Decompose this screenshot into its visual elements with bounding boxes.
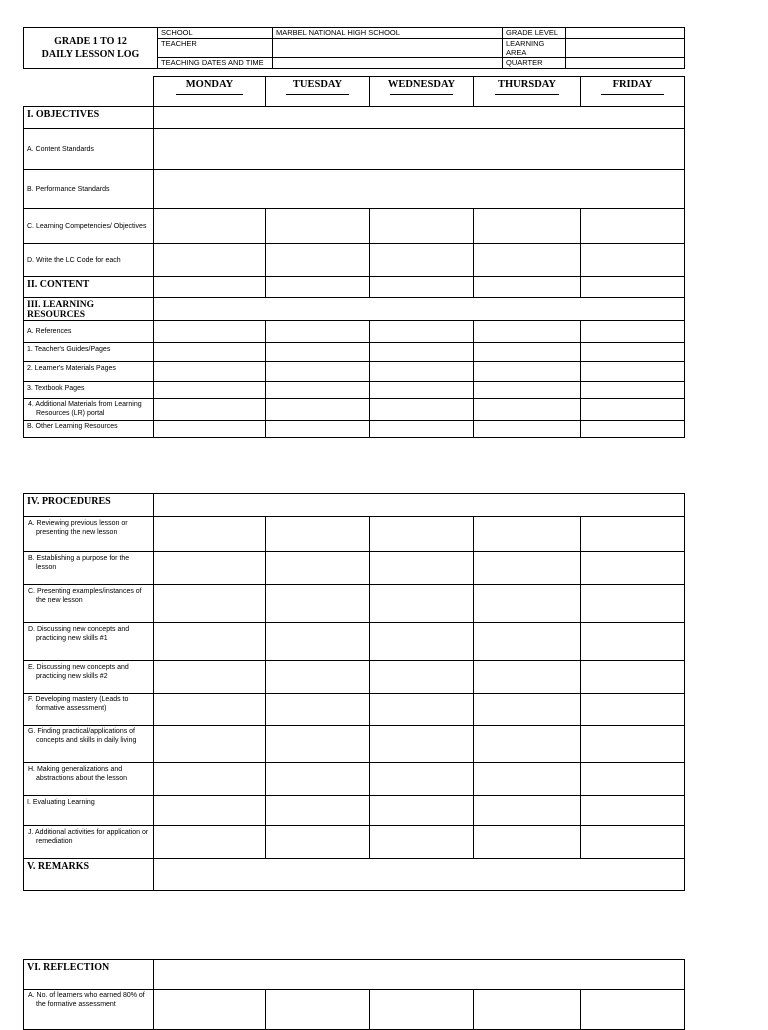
log-title (24, 28, 158, 69)
row-label-developing-mastery: F. Developing mastery (Leads to formative assessment) (24, 694, 154, 726)
header-table (23, 27, 685, 69)
cell[interactable] (154, 277, 266, 298)
row-label-discussing-concepts-1: D. Discussing new concepts and practicing new skills #1 (24, 623, 154, 661)
learning-area-field[interactable] (566, 39, 685, 58)
cell[interactable] (474, 661, 581, 694)
cell[interactable] (370, 552, 474, 585)
row-label-discussing-concepts-2: E. Discussing new concepts and practicing new skills #2 (24, 661, 154, 694)
cell[interactable] (581, 399, 685, 421)
cell[interactable] (474, 826, 581, 859)
cell[interactable] (581, 623, 685, 661)
procedures-table (23, 493, 685, 891)
learning-area-label: LEARNING AREA (503, 39, 566, 58)
teacher-label: TEACHER (158, 39, 273, 58)
cell[interactable] (154, 585, 266, 623)
cell[interactable] (474, 209, 581, 244)
row-label-evaluating-learning: I. Evaluating Learning (24, 796, 154, 826)
cell[interactable] (154, 343, 266, 362)
cell[interactable] (474, 623, 581, 661)
cell[interactable] (370, 277, 474, 298)
cell[interactable] (154, 826, 266, 859)
procedures-merged-cell[interactable] (154, 494, 685, 517)
cell[interactable] (581, 244, 685, 277)
cell[interactable] (474, 552, 581, 585)
teacher-field[interactable] (273, 39, 503, 58)
section-learning-resources: III. LEARNING RESOURCES (24, 298, 154, 321)
cell[interactable] (154, 661, 266, 694)
quarter-label: QUARTER (503, 58, 566, 69)
cell[interactable] (154, 362, 266, 382)
day-header-tuesday (266, 77, 370, 107)
resources-merged-cell[interactable] (154, 298, 685, 321)
cell[interactable] (266, 209, 370, 244)
cell[interactable] (266, 585, 370, 623)
objectives-resources-table (23, 76, 685, 438)
cell[interactable] (370, 517, 474, 552)
cell[interactable] (154, 399, 266, 421)
row-label-textbook-pages: 3. Textbook Pages (24, 382, 154, 399)
day-name: FRIDAY (612, 79, 653, 90)
cell[interactable] (154, 517, 266, 552)
cell[interactable] (370, 209, 474, 244)
performance-standards-cell[interactable] (154, 170, 685, 209)
reflection-merged-cell[interactable] (154, 960, 685, 990)
cell[interactable] (474, 517, 581, 552)
cell[interactable] (154, 421, 266, 438)
cell[interactable] (266, 321, 370, 343)
row-label-learners-80-percent: A. No. of learners who earned 80% of the formative assessment (24, 990, 154, 1030)
day-name: THURSDAY (498, 79, 556, 90)
title-line1: GRADE 1 TO 12 (54, 36, 127, 47)
cell[interactable] (581, 421, 685, 438)
day-header-thursday (474, 77, 581, 107)
row-label-performance-standards: B. Performance Standards (24, 170, 154, 209)
row-label-additional-materials: 4. Additional Materials from Learning Resources (LR) portal (24, 399, 154, 421)
cell[interactable] (581, 517, 685, 552)
cell[interactable] (370, 694, 474, 726)
cell[interactable] (266, 661, 370, 694)
cell[interactable] (154, 209, 266, 244)
cell[interactable] (474, 244, 581, 277)
day-name: MONDAY (185, 79, 234, 90)
cell[interactable] (266, 623, 370, 661)
cell[interactable] (370, 623, 474, 661)
cell[interactable] (266, 796, 370, 826)
day-header-wednesday (370, 77, 474, 107)
cell[interactable] (370, 726, 474, 763)
cell[interactable] (474, 726, 581, 763)
cell[interactable] (370, 382, 474, 399)
cell[interactable] (370, 763, 474, 796)
corner-blank (24, 77, 154, 107)
cell[interactable] (581, 661, 685, 694)
day-name: WEDNESDAY (387, 79, 456, 90)
cell[interactable] (581, 343, 685, 362)
cell[interactable] (474, 763, 581, 796)
row-label-learners-materials: 2. Learner's Materials Pages (24, 362, 154, 382)
cell[interactable] (474, 585, 581, 623)
row-label-establishing-purpose: B. Establishing a purpose for the lesson (24, 552, 154, 585)
section-procedures: IV. PROCEDURES (24, 494, 154, 517)
section-remarks: V. REMARKS (24, 859, 154, 891)
row-label-generalizations: H. Making generalizations and abstractions about the lesson (24, 763, 154, 796)
cell[interactable] (581, 763, 685, 796)
cell[interactable] (154, 694, 266, 726)
cell[interactable] (266, 244, 370, 277)
cell[interactable] (474, 362, 581, 382)
cell[interactable] (474, 694, 581, 726)
cell[interactable] (581, 585, 685, 623)
cell[interactable] (370, 661, 474, 694)
content-standards-cell[interactable] (154, 129, 685, 170)
cell[interactable] (370, 421, 474, 438)
school-label: SCHOOL (158, 28, 273, 39)
cell[interactable] (370, 585, 474, 623)
cell[interactable] (370, 399, 474, 421)
row-label-finding-applications: G. Finding practical/applications of concepts and skills in daily living (24, 726, 154, 763)
cell[interactable] (154, 763, 266, 796)
grade-level-field[interactable] (566, 28, 685, 39)
objectives-merged-cell[interactable] (154, 107, 685, 129)
school-field[interactable]: MARBEL NATIONAL HIGH SCHOOL (273, 28, 503, 39)
cell[interactable] (266, 763, 370, 796)
cell[interactable] (474, 277, 581, 298)
reflection-table (23, 959, 685, 1030)
cell[interactable] (266, 343, 370, 362)
row-label-lc-code: D. Write the LC Code for each (24, 244, 154, 277)
cell[interactable] (474, 796, 581, 826)
section-content: II. CONTENT (24, 277, 154, 298)
cell[interactable] (581, 796, 685, 826)
grade-level-label: GRADE LEVEL (503, 28, 566, 39)
cell[interactable] (474, 399, 581, 421)
cell[interactable] (474, 382, 581, 399)
row-label-other-resources: B. Other Learning Resources (24, 421, 154, 438)
cell[interactable] (581, 277, 685, 298)
quarter-field[interactable] (566, 58, 685, 69)
cell[interactable] (474, 421, 581, 438)
title-line2: DAILY LESSON LOG (41, 49, 140, 60)
day-header-friday (581, 77, 685, 107)
cell[interactable] (266, 694, 370, 726)
cell[interactable] (581, 726, 685, 763)
cell[interactable] (266, 517, 370, 552)
cell[interactable] (370, 362, 474, 382)
row-label-additional-activities: J. Additional activities for application or remediation (24, 826, 154, 859)
row-label-learning-competencies: C. Learning Competencies/ Objectives (24, 209, 154, 244)
cell[interactable] (154, 382, 266, 399)
cell[interactable] (154, 726, 266, 763)
row-label-content-standards: A. Content Standards (24, 129, 154, 170)
cell[interactable] (581, 362, 685, 382)
cell[interactable] (266, 362, 370, 382)
cell[interactable] (266, 726, 370, 763)
row-label-reviewing-lesson: A. Reviewing previous lesson or presenting the new lesson (24, 517, 154, 552)
cell[interactable] (474, 321, 581, 343)
cell[interactable] (154, 796, 266, 826)
row-label-presenting-examples: C. Presenting examples/instances of the new lesson (24, 585, 154, 623)
cell[interactable] (370, 796, 474, 826)
cell[interactable] (154, 623, 266, 661)
cell[interactable] (154, 321, 266, 343)
cell[interactable] (266, 421, 370, 438)
section-reflection: VI. REFLECTION (24, 960, 154, 990)
cell[interactable] (581, 382, 685, 399)
cell[interactable] (581, 321, 685, 343)
cell[interactable] (154, 244, 266, 277)
cell[interactable] (581, 826, 685, 859)
section-objectives: I. OBJECTIVES (24, 107, 154, 129)
dates-field[interactable] (273, 58, 503, 69)
cell[interactable] (581, 209, 685, 244)
remarks-cell[interactable] (154, 859, 685, 891)
row-label-teachers-guides: 1. Teacher's Guides/Pages (24, 343, 154, 362)
cell[interactable] (581, 694, 685, 726)
cell[interactable] (266, 382, 370, 399)
cell[interactable] (370, 321, 474, 343)
cell[interactable] (266, 552, 370, 585)
cell[interactable] (266, 277, 370, 298)
cell[interactable] (154, 552, 266, 585)
cell[interactable] (370, 343, 474, 362)
cell[interactable] (370, 826, 474, 859)
dates-label: TEACHING DATES AND TIME (158, 58, 273, 69)
row-label-references: A. References (24, 321, 154, 343)
cell[interactable] (581, 552, 685, 585)
cell[interactable] (266, 399, 370, 421)
cell[interactable] (266, 826, 370, 859)
day-name: TUESDAY (292, 79, 343, 90)
day-header-monday (154, 77, 266, 107)
cell[interactable] (370, 244, 474, 277)
cell[interactable] (474, 343, 581, 362)
